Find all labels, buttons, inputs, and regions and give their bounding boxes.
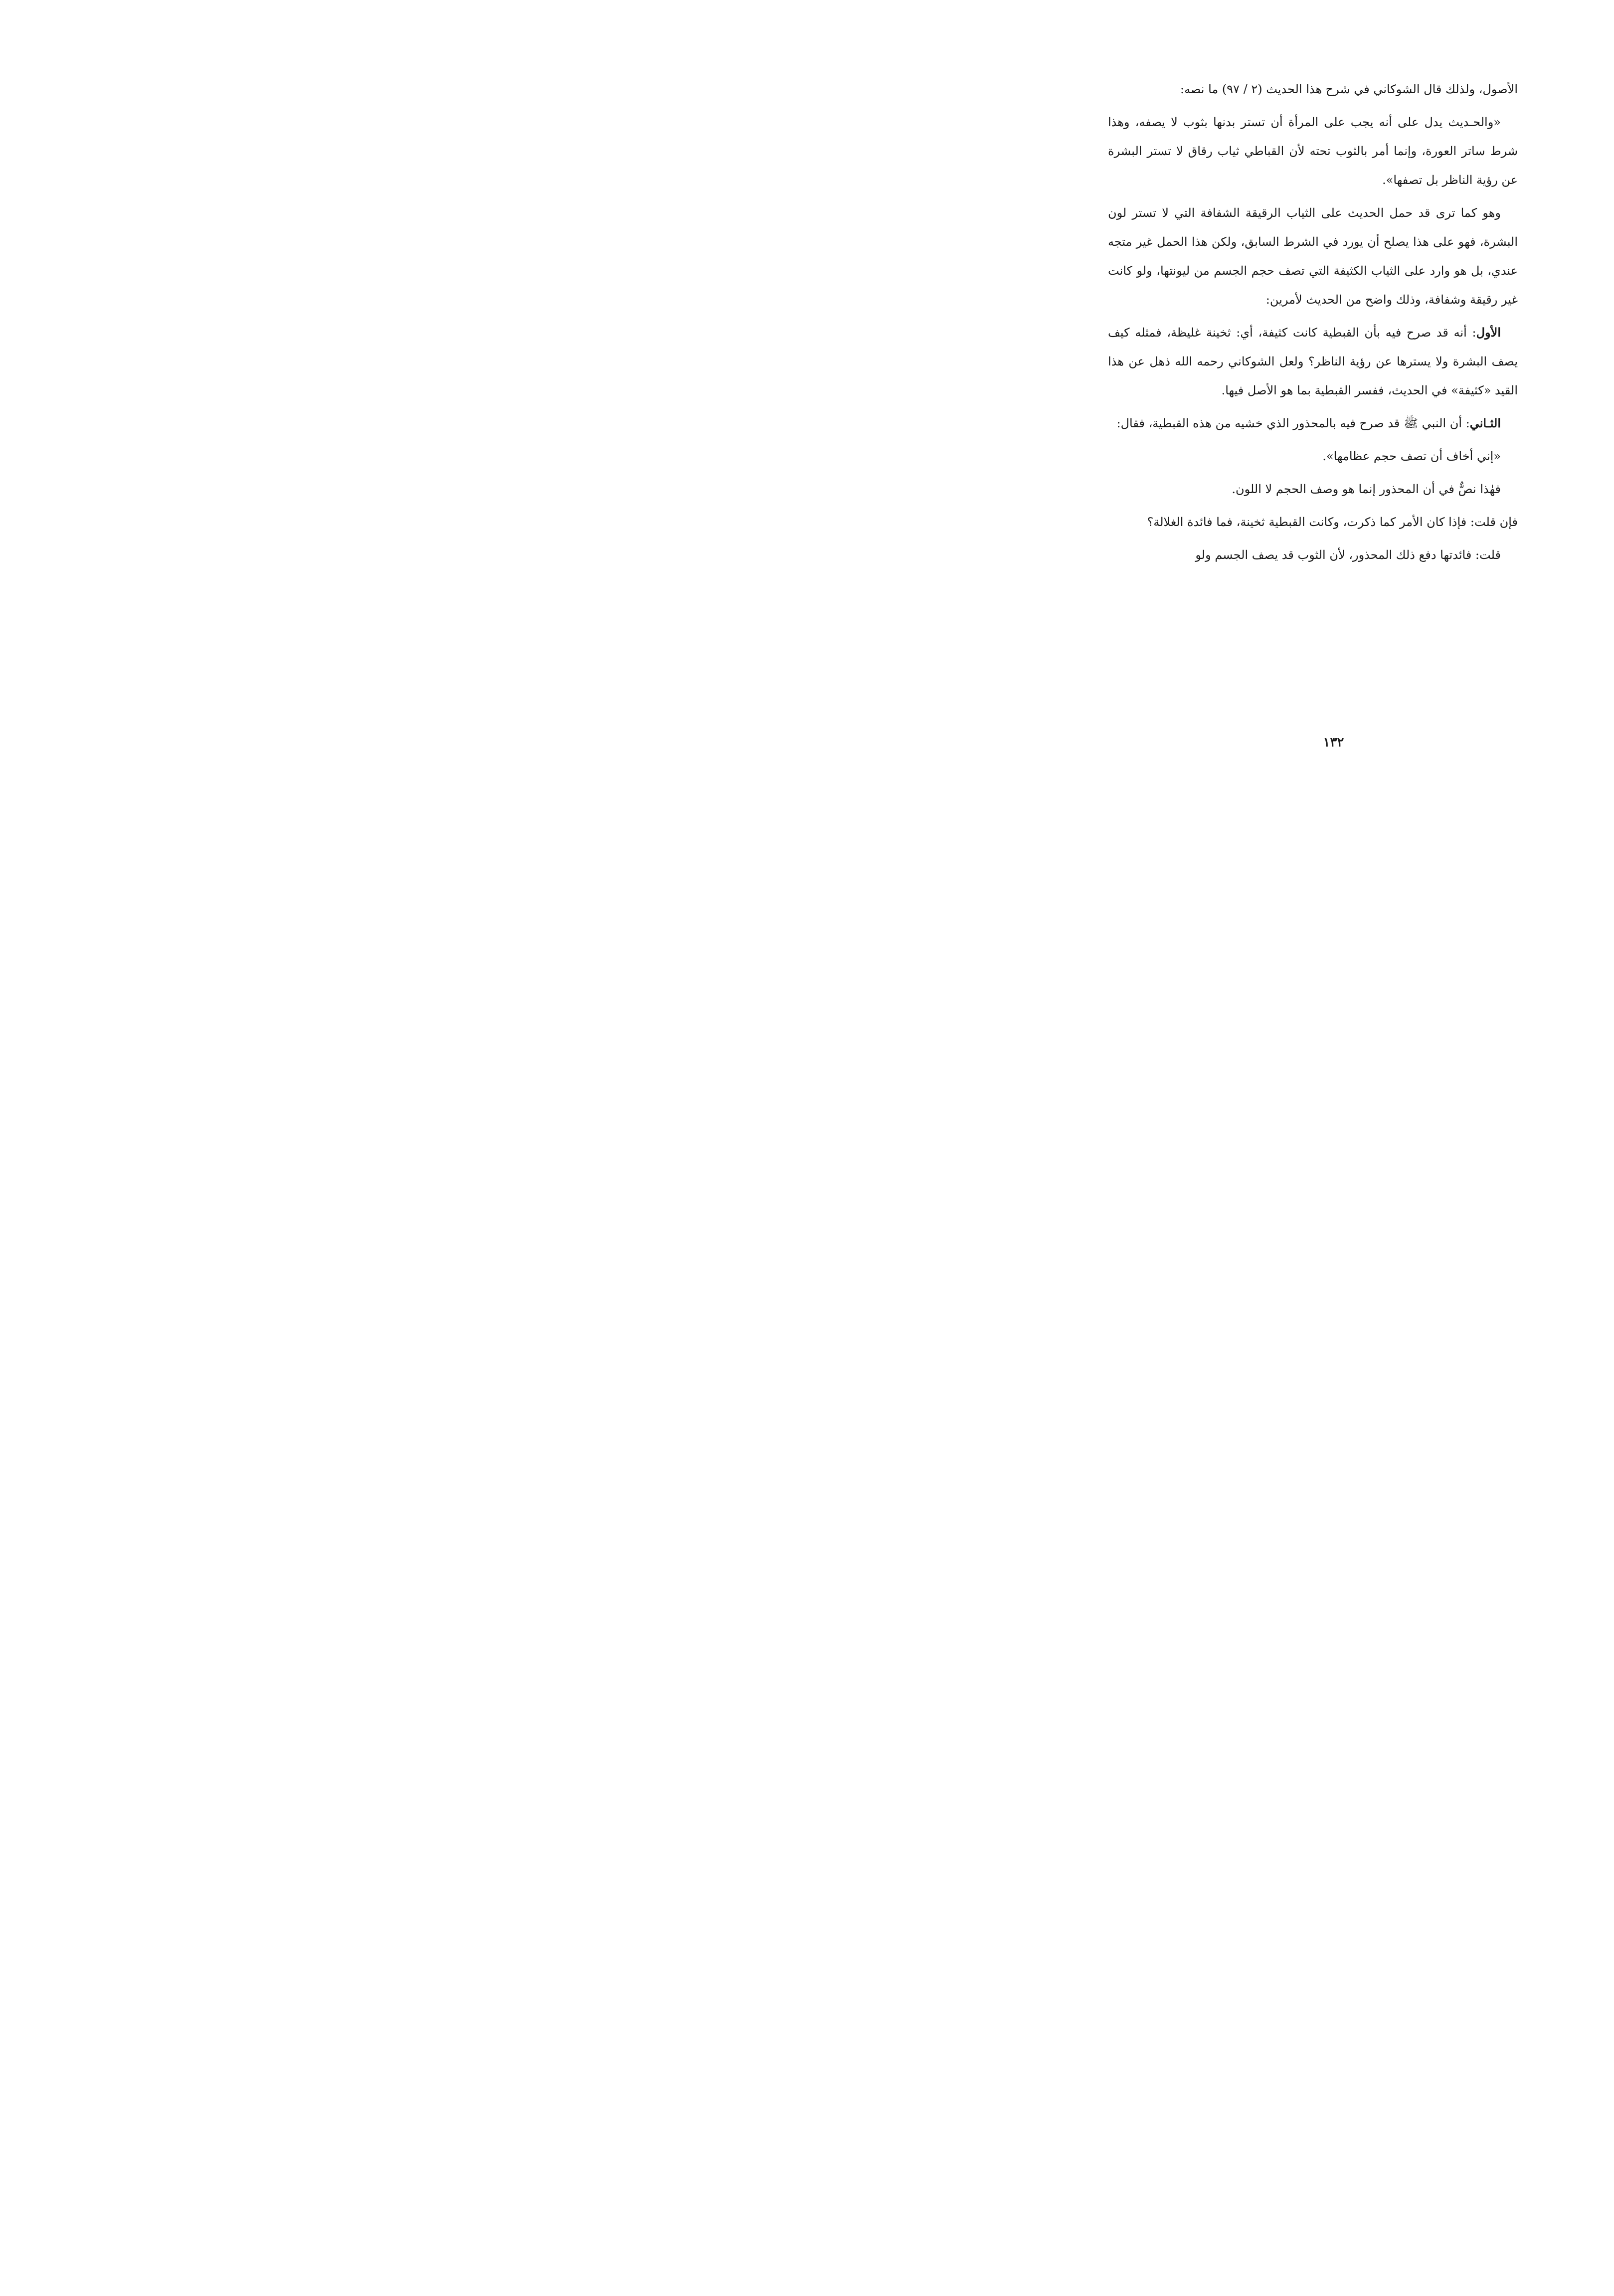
answer-label: قلت — [1479, 548, 1501, 562]
commentary-paragraph: وهو كما ترى قد حمل الحديث على الثياب الرقيقة الشفافة التي لا تستر لون البشرة، فهو على هذا يصلح أن يورد في الشرط السابق، ولكن هذا الحمل غير متجه عندي، بل هو وارد على الثياب الكثيفة التي تصف حجم الجسم من ليونتها، ولو كانت غير رقيقة وشفافة، وذلك واضح من الحديث لأمرين: — [1108, 206, 1518, 307]
second-reason — [1108, 409, 1518, 438]
main-text — [1108, 75, 1518, 573]
intro-line: الأصول، ولذلك قال الشوكاني في شرح هذا الحديث (٢ / ٩٧) ما نصه: — [1180, 82, 1518, 96]
answer-text: : فائدتها دفع ذلك المحذور، لأن الثوب قد يصف الجسم ولو — [1195, 548, 1480, 562]
prophet-quote: «إني أخاف أن تصف حجم عظامها». — [1322, 449, 1501, 463]
book-page — [1053, 0, 1614, 798]
page-number: ١٣٢ — [1323, 735, 1344, 750]
answer — [1108, 540, 1518, 569]
shawkani-quote: «والحـديث يدل على أنه يجب على المرأة أن تستر بدنها بثوب لا يصفه، وهذا شرط ساتر العورة، وإنما أمر بالثوب تحته لأن القباطي ثياب رقاق لا تستر البشرة عن رؤية الناظر بل تصفها». — [1108, 115, 1518, 187]
objection — [1108, 508, 1518, 536]
second-reason-text: : أن النبي ﷺ قد صرح فيه بالمحذور الذي خشيه من هذه القبطية، فقال: — [1116, 416, 1470, 430]
first-reason-text: : أنه قد صرح فيه بأن القبطية كانت كثيفة، أي: ثخينة غليظة، فمثله كيف يصف البشرة ولا يسترها عن رؤية الناظر؟ ولعل الشوكاني رحمه الله ذهل عن هذا القيد «كثيفة» في الحديث، ففسر القبطية بما هو الأصل فيها. — [1108, 326, 1518, 397]
objection-text: : فإذا كان الأمر كما ذكرت، وكانت القبطية ثخينة، فما فائدة الغلالة؟ — [1147, 515, 1474, 529]
first-reason-label: الأول — [1476, 325, 1501, 340]
conclusion-line: فهٰذا نصٌّ في أن المحذور إنما هو وصف الحجم لا اللون. — [1232, 482, 1501, 496]
objection-label: فإن قلت — [1474, 515, 1518, 529]
first-reason — [1108, 318, 1518, 405]
second-reason-label: الثـاني — [1469, 416, 1501, 430]
